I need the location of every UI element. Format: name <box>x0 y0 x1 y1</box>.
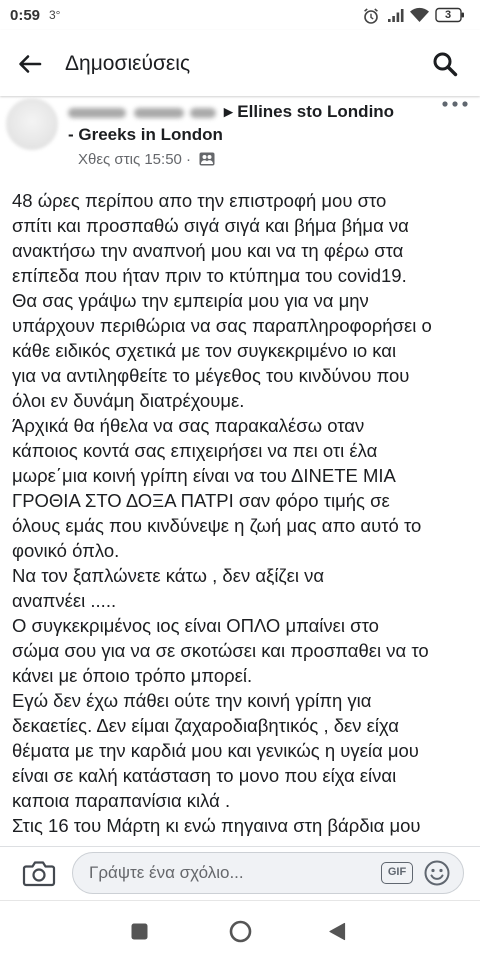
search-icon <box>431 50 459 78</box>
blurred-author-name[interactable] <box>68 104 218 122</box>
post-line: Εγώ δεν έχω πάθει ούτε την κοινή γρίπη για <box>12 690 372 711</box>
post-timestamp-row <box>78 150 215 170</box>
system-nav-bar <box>0 900 480 960</box>
battery-level: 3 <box>444 9 452 21</box>
post-line: όλοι εν δυνάμη διατρέχουμε. <box>12 390 245 411</box>
post-line: Στις 16 του Μάρτη κι ενώ πηγαινα στη βάρδια μου <box>12 815 421 836</box>
post-line: είναι σε καλή κατάσταση το μονο που είχα είναι <box>12 765 397 786</box>
post-line: Άρχικά θα ήθελα να σας παρακαλέσω οταν <box>12 415 365 436</box>
group-name-line2[interactable]: - Greeks in London <box>68 125 223 144</box>
post-line: σώμα σου για να σε σκοτώσει και προσπαθει να το <box>12 640 429 661</box>
status-temperature: 3° <box>49 8 61 22</box>
group-icon <box>199 152 215 166</box>
app-header <box>0 30 480 96</box>
avatar[interactable] <box>6 98 58 150</box>
post-line: κάποιος κοντά σας επιχειρήσει να πει οτι έλα <box>12 440 378 461</box>
post-line: αναπνέει ..... <box>12 590 117 611</box>
post-line: φονικό όπλο. <box>12 540 120 561</box>
back-button[interactable] <box>16 50 44 78</box>
post-line: κάθε ειδικός σχετικά με τον συγκεκριμένο ιο και <box>12 340 397 361</box>
post-line: Να τον ξαπλώνετε κάτω , δεν αξίζει να <box>12 565 325 586</box>
post-line: για να αντιληφθείτε το μέγεθος του κινδύνου που <box>12 365 410 386</box>
status-time: 0:59 <box>10 7 41 24</box>
battery-icon <box>435 7 465 23</box>
post-line: καποια παραπανίσια κιλά . <box>12 790 231 811</box>
post-line: 48 ώρες περίπου απο την επιστροφή μου στο <box>12 190 387 211</box>
post-line: σπίτι και προσπαθώ σιγά σιγά και βήμα βήμα να <box>12 215 409 236</box>
nav-back-icon <box>328 922 347 941</box>
more-icon <box>440 98 470 110</box>
camera-button[interactable] <box>22 858 56 888</box>
post-more-button[interactable] <box>440 97 470 109</box>
group-name-link[interactable]: Ellines sto Londino <box>237 102 395 121</box>
emoji-button[interactable] <box>423 859 451 887</box>
post-author-row <box>68 100 394 124</box>
post-line: δεκαετίες. Δεν είμαι ζαχαροδιαβητικός , δεν είχα <box>12 715 399 736</box>
post-line: μωρε΄μια κοινή γρίπη είναι να του ΔΙΝΕΤΕ ΜΙΑ <box>12 465 396 486</box>
camera-icon <box>22 858 56 888</box>
post-line: θέματα με την καρδιά μου και γενικώς η υγεία μου <box>12 740 419 761</box>
post-line: κάνει με όποιο τρόπο μπορεί. <box>12 665 253 686</box>
back-arrow-icon <box>16 50 44 78</box>
nav-recents-icon <box>131 923 148 940</box>
nav-home-button[interactable] <box>229 920 252 943</box>
post-line: Ο συγκεκριμένος ιος είναι ΟΠΛΟ μπαίνει στο <box>12 615 379 636</box>
signal-icon <box>387 7 405 28</box>
comment-input[interactable] <box>89 853 379 893</box>
alarm-icon <box>362 7 380 30</box>
gif-button[interactable]: GIF <box>381 862 413 884</box>
nav-back-button[interactable] <box>328 922 347 941</box>
comment-bar <box>0 846 480 900</box>
wifi-icon <box>409 7 430 28</box>
post-line: όλους εμάς που κινδύνεψε η ζωή μας απο αυτό το <box>12 515 422 536</box>
post-line: ΓΡΟΘΙΑ ΣΤΟ ΔΟΞΑ ΠΑΤΡΙ σαν φόρο τιμής σε <box>12 490 390 511</box>
comment-input-container[interactable] <box>72 852 464 894</box>
status-bar <box>0 0 480 30</box>
search-button[interactable] <box>431 50 459 78</box>
emoji-icon <box>423 859 451 887</box>
post-line: επίπεδα που ήταν πριν το κτύπημα του covid19. <box>12 265 407 286</box>
group-arrow: ▸ <box>224 102 233 121</box>
post-body <box>12 188 474 840</box>
post-line: ανακτήσω την αναπνοή μου και να τη φέρω στα <box>12 240 404 261</box>
nav-home-icon <box>229 920 252 943</box>
post-line: Θα σας γράψω την εμπειρία μου για να μην <box>12 290 369 311</box>
page-title: Δημοσιεύσεις <box>65 52 191 75</box>
post-timestamp[interactable]: Χθες στις 15:50 · <box>78 151 192 168</box>
nav-recents-button[interactable] <box>131 923 148 940</box>
post-line: υπάρχουν περιθώρια να σας παραπληροφορήσει ο <box>12 315 432 336</box>
